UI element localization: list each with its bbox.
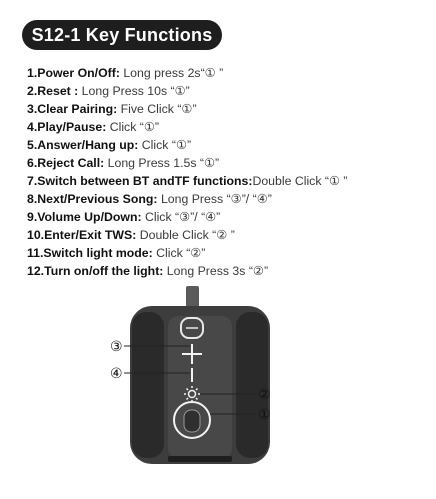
function-desc: Long Press 3s “②”	[163, 264, 269, 278]
function-desc: Five Click “①”	[117, 102, 197, 116]
key-functions-list	[27, 64, 427, 280]
speaker-illustration	[110, 286, 310, 486]
function-desc: Long Press 1.5s “①”	[104, 156, 220, 170]
function-label: 2.Reset :	[27, 84, 79, 98]
function-label: 3.Clear Pairing:	[27, 102, 118, 116]
list-item	[27, 118, 427, 136]
function-label: 6.Reject Call:	[27, 156, 105, 170]
function-desc: Click “①”	[138, 138, 192, 152]
function-desc: Click “③”/ “④”	[141, 210, 221, 224]
function-label: 1.Power On/Off:	[27, 66, 120, 80]
function-desc: Long Press “③”/ “④”	[157, 192, 272, 206]
left-grille	[132, 312, 164, 458]
function-label: 5.Answer/Hang up:	[27, 138, 139, 152]
callout-4: ④	[110, 366, 123, 382]
function-label: 12.Turn on/off the light:	[27, 264, 164, 278]
list-item	[27, 82, 427, 100]
list-item	[27, 208, 427, 226]
list-item	[27, 100, 427, 118]
function-label: 7.Switch between BT andTF functions:	[27, 174, 253, 188]
function-desc: Click “②”	[152, 246, 206, 260]
list-item	[27, 262, 427, 280]
function-label: 4.Play/Pause:	[27, 120, 107, 134]
right-grille	[236, 312, 268, 458]
list-item	[27, 172, 427, 190]
list-item	[27, 226, 427, 244]
page-title: S12-1 Key Functions	[22, 20, 222, 50]
list-item	[27, 190, 427, 208]
function-desc: Click “①”	[106, 120, 159, 134]
function-desc: Long press 2s“① ”	[119, 66, 224, 80]
function-label: 11.Switch light mode:	[27, 246, 153, 260]
list-item	[27, 136, 427, 154]
callout-3: ③	[110, 339, 123, 355]
list-item	[27, 244, 427, 262]
function-label: 8.Next/Previous Song:	[27, 192, 158, 206]
callout-1: ①	[258, 407, 271, 423]
function-desc: Double Click “② ”	[136, 228, 235, 242]
speaker-base	[168, 456, 232, 462]
function-desc: Double Click “① ”	[252, 174, 348, 188]
function-label: 10.Enter/Exit TWS:	[27, 228, 137, 242]
speaker-diagram	[110, 286, 310, 486]
power-button	[184, 410, 200, 432]
function-desc: Long Press 10s “①”	[78, 84, 190, 98]
list-item	[27, 64, 427, 82]
list-item	[27, 154, 427, 172]
function-label: 9.Volume Up/Down:	[27, 210, 142, 224]
callout-2: ②	[258, 387, 271, 403]
